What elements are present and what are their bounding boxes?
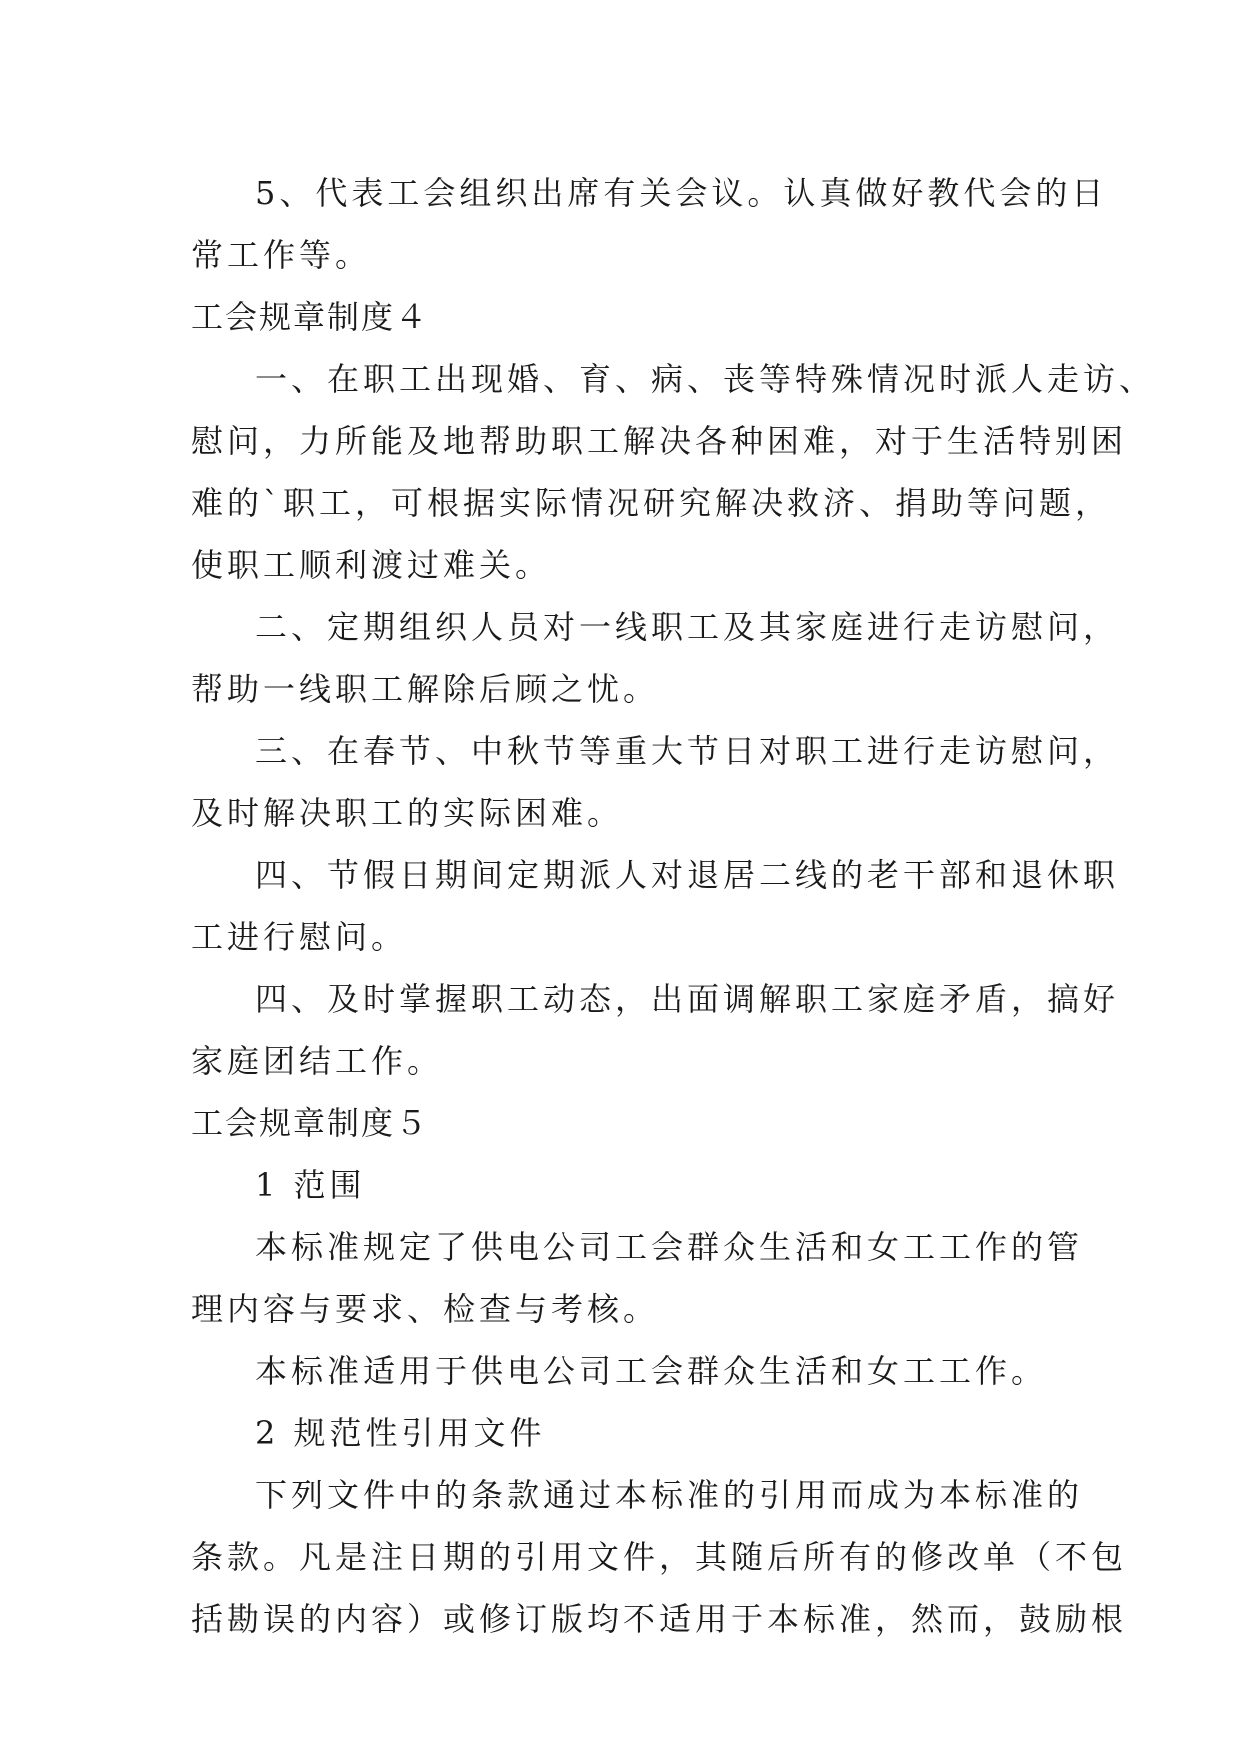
- paragraph-line: 理内容与要求、检查与考核。: [191, 1290, 660, 1328]
- paragraph-line: 一、在职工出现婚、育、病、丧等特殊情况时派人走访、: [255, 360, 1156, 398]
- paragraph-line: 条款。凡是注日期的引用文件，其随后所有的修改单（不包: [191, 1538, 1128, 1576]
- paragraph-line: 括勘误的内容）或修订版均不适用于本标准，然而，鼓励根: [191, 1600, 1128, 1638]
- paragraph-line: 四、及时掌握职工动态，出面调解职工家庭矛盾，搞好: [255, 980, 1120, 1018]
- paragraph-line: 四、节假日期间定期派人对退居二线的老干部和退休职: [255, 856, 1120, 894]
- paragraph-line: 三、在春节、中秋节等重大节日对职工进行走访慰问，: [255, 732, 1120, 770]
- paragraph-line: 本标准适用于供电公司工会群众生活和女工工作。: [255, 1352, 1048, 1390]
- paragraph-line: 本标准规定了供电公司工会群众生活和女工工作的管: [255, 1228, 1084, 1266]
- section-heading: 工会规章制度５: [191, 1104, 430, 1142]
- paragraph-line: 二、定期组织人员对一线职工及其家庭进行走访慰问，: [255, 608, 1120, 646]
- paragraph-line: 及时解决职工的实际困难。: [191, 794, 624, 832]
- paragraph-line: 5、代表工会组织出席有关会议。认真做好教代会的日: [255, 174, 1108, 212]
- subsection-heading: 1 范围: [255, 1166, 366, 1204]
- subsection-heading: 2 规范性引用文件: [255, 1414, 546, 1452]
- paragraph-line: 帮助一线职工解除后顾之忧。: [191, 670, 660, 708]
- paragraph-line: 下列文件中的条款通过本标准的引用而成为本标准的: [255, 1476, 1084, 1514]
- paragraph-line: 家庭团结工作。: [191, 1042, 444, 1080]
- paragraph-line: 慰问，力所能及地帮助职工解决各种困难，对于生活特别困: [191, 422, 1128, 460]
- paragraph-line: 常工作等。: [191, 236, 372, 274]
- section-heading: 工会规章制度４: [191, 298, 430, 336]
- paragraph-line: 使职工顺利渡过难关。: [191, 546, 552, 584]
- document-body: [191, 162, 1156, 1650]
- paragraph-line: 难的`职工，可根据实际情况研究解决救济、捐助等问题，: [191, 484, 1112, 522]
- paragraph-line: 工进行慰问。: [191, 918, 408, 956]
